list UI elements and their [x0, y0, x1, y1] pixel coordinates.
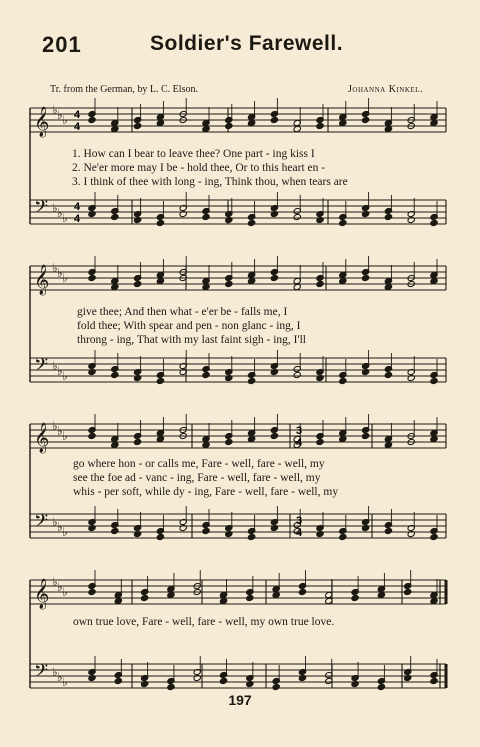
- note-head: [362, 210, 370, 217]
- ts-change-bottom-bass: 4: [296, 527, 303, 539]
- lyric-line: fold thee; With spear and pen - non glanc - ing, I: [77, 320, 301, 332]
- note-head: [298, 674, 306, 681]
- note-head: [202, 213, 210, 220]
- bass-clef-icon: 𝄢: [34, 661, 49, 686]
- note-head: [293, 283, 301, 290]
- note-head: [248, 119, 256, 126]
- note-head: [351, 594, 359, 601]
- note-head: [202, 371, 210, 378]
- note-head: [156, 377, 164, 384]
- note-head: [88, 368, 96, 375]
- note-head: [362, 524, 370, 531]
- note-head: [384, 371, 392, 378]
- note-head: [430, 219, 438, 226]
- note-head: [167, 591, 175, 598]
- note-head: [225, 216, 233, 223]
- flat-icon: ♭: [62, 211, 68, 225]
- note-head: [362, 368, 370, 375]
- note-head: [430, 277, 438, 284]
- note-head: [156, 277, 164, 284]
- flat-icon: ♭: [62, 525, 68, 539]
- flat-icon: ♭: [62, 675, 68, 689]
- bass-clef-icon: 𝄢: [34, 355, 49, 380]
- note-head: [248, 533, 256, 540]
- composer-credit: Johanna Kinkel.: [348, 84, 423, 95]
- flat-icon: ♭: [52, 103, 58, 117]
- note-head: [134, 438, 142, 445]
- note-head: [430, 119, 438, 126]
- note-head: [111, 283, 119, 290]
- flat-icon: ♭: [52, 575, 58, 589]
- note-head: [384, 125, 392, 132]
- ts-bottom-bass: 4: [74, 213, 81, 225]
- note-head: [248, 435, 256, 442]
- note-head: [179, 210, 187, 217]
- note-head: [193, 674, 201, 681]
- note-head: [225, 438, 233, 445]
- flat-icon: ♭: [57, 108, 63, 122]
- note-head: [377, 683, 385, 690]
- note-head: [111, 213, 119, 220]
- treble-clef-icon: 𝄞: [34, 107, 50, 137]
- note-head: [272, 591, 280, 598]
- note-head: [134, 530, 142, 537]
- note-head: [202, 441, 210, 448]
- note-head: [316, 216, 324, 223]
- note-head: [351, 680, 359, 687]
- flat-icon: ♭: [52, 665, 58, 679]
- flat-icon: ♭: [62, 585, 68, 599]
- note-head: [316, 438, 324, 445]
- note-head: [407, 374, 415, 381]
- ts-bottom-treble: 4: [74, 121, 81, 133]
- note-head: [111, 527, 119, 534]
- ts-top-bass: 4: [74, 201, 81, 213]
- treble-clef-icon: 𝄞: [34, 579, 50, 609]
- note-head: [339, 435, 347, 442]
- lyric-line: own true love, Fare - well, fare - well, my own true love.: [73, 616, 335, 628]
- ts-change-top-treble: 3: [296, 425, 303, 437]
- note-head: [141, 680, 149, 687]
- lyric-line: 3. I think of thee with long - ing, Think thou, when tears are: [72, 176, 348, 188]
- note-head: [293, 213, 301, 220]
- note-head: [362, 432, 370, 439]
- lyric-line: 1. How can I bear to leave thee? One part - ing kiss I: [72, 148, 315, 160]
- note-head: [298, 588, 306, 595]
- note-head: [384, 213, 392, 220]
- note-head: [339, 533, 347, 540]
- translator-credit: Tr. from the German, by L. C. Elson.: [50, 84, 198, 95]
- flat-icon: ♭: [62, 271, 68, 285]
- note-head: [316, 122, 324, 129]
- note-head: [270, 524, 278, 531]
- note-head: [179, 524, 187, 531]
- flat-icon: ♭: [57, 364, 63, 378]
- note-head: [88, 588, 96, 595]
- note-head: [202, 527, 210, 534]
- flat-icon: ♭: [57, 580, 63, 594]
- note-head: [88, 116, 96, 123]
- note-head: [384, 527, 392, 534]
- note-head: [114, 677, 122, 684]
- flat-icon: ♭: [57, 520, 63, 534]
- flat-icon: ♭: [52, 201, 58, 215]
- hymn-title: Soldier's Farewell.: [150, 32, 344, 55]
- note-head: [362, 274, 370, 281]
- note-head: [270, 210, 278, 217]
- note-head: [88, 674, 96, 681]
- note-head: [293, 371, 301, 378]
- hymn-number: 201: [42, 32, 82, 57]
- note-head: [134, 122, 142, 129]
- flat-icon: ♭: [62, 369, 68, 383]
- note-head: [202, 125, 210, 132]
- flat-icon: ♭: [52, 359, 58, 373]
- lyric-line: 2. Ne'er more may I be - hold thee, Or to this heart en -: [72, 162, 326, 174]
- note-head: [134, 374, 142, 381]
- note-head: [246, 594, 254, 601]
- lyric-line: give thee; And then what - e'er be - falls me, I: [77, 306, 288, 318]
- note-head: [430, 533, 438, 540]
- note-head: [111, 125, 119, 132]
- note-head: [384, 441, 392, 448]
- note-head: [270, 274, 278, 281]
- note-head: [377, 591, 385, 598]
- flat-icon: ♭: [62, 113, 68, 127]
- flat-icon: ♭: [57, 266, 63, 280]
- note-head: [362, 116, 370, 123]
- note-head: [248, 277, 256, 284]
- note-head: [272, 683, 280, 690]
- lyric-line: go where hon - or calls me, Fare - well, fare - well, my: [73, 458, 325, 470]
- note-head: [339, 377, 347, 384]
- note-head: [316, 530, 324, 537]
- flat-icon: ♭: [52, 261, 58, 275]
- note-head: [156, 119, 164, 126]
- note-head: [430, 677, 438, 684]
- note-head: [430, 377, 438, 384]
- note-head: [407, 530, 415, 537]
- flat-icon: ♭: [57, 206, 63, 220]
- note-head: [246, 680, 254, 687]
- note-head: [88, 432, 96, 439]
- note-head: [293, 125, 301, 132]
- note-head: [111, 441, 119, 448]
- note-head: [430, 435, 438, 442]
- note-head: [270, 368, 278, 375]
- page-number: 197: [228, 692, 252, 708]
- flat-icon: ♭: [62, 429, 68, 443]
- note-head: [384, 283, 392, 290]
- lyric-line: whis - per soft, while dy - ing, Fare - well, fare - well, my: [73, 486, 339, 498]
- note-head: [88, 524, 96, 531]
- note-head: [225, 280, 233, 287]
- note-head: [202, 283, 210, 290]
- note-head: [404, 674, 412, 681]
- note-head: [339, 119, 347, 126]
- note-head: [248, 377, 256, 384]
- note-head: [219, 597, 227, 604]
- note-head: [270, 116, 278, 123]
- flat-icon: ♭: [52, 419, 58, 433]
- ts-change-bottom-treble: 4: [296, 437, 303, 449]
- note-head: [339, 277, 347, 284]
- note-head: [270, 432, 278, 439]
- ts-top-treble: 4: [74, 109, 81, 121]
- note-head: [134, 216, 142, 223]
- note-head: [114, 597, 122, 604]
- bass-clef-icon: 𝄢: [34, 197, 49, 222]
- note-head: [134, 280, 142, 287]
- note-head: [156, 533, 164, 540]
- treble-clef-icon: 𝄞: [34, 265, 50, 295]
- flat-icon: ♭: [57, 424, 63, 438]
- note-head: [407, 216, 415, 223]
- note-head: [339, 219, 347, 226]
- note-head: [88, 274, 96, 281]
- treble-clef-icon: 𝄞: [34, 423, 50, 453]
- lyric-line: throng - ing, That with my last faint sigh - ing, I'll: [77, 334, 306, 346]
- flat-icon: ♭: [57, 670, 63, 684]
- note-head: [225, 530, 233, 537]
- note-head: [316, 280, 324, 287]
- flat-icon: ♭: [52, 515, 58, 529]
- note-head: [111, 371, 119, 378]
- lyric-line: see the foe ad - vanc - ing, Fare - well, fare - well, my: [73, 472, 321, 484]
- note-head: [156, 219, 164, 226]
- note-head: [88, 210, 96, 217]
- note-head: [141, 594, 149, 601]
- note-head: [225, 374, 233, 381]
- note-head: [248, 219, 256, 226]
- note-head: [404, 588, 412, 595]
- note-head: [316, 374, 324, 381]
- note-head: [167, 683, 175, 690]
- bass-clef-icon: 𝄢: [34, 511, 49, 536]
- note-head: [430, 597, 438, 604]
- note-head: [219, 677, 227, 684]
- note-head: [156, 435, 164, 442]
- note-head: [225, 122, 233, 129]
- ts-change-top-bass: 3: [296, 515, 303, 527]
